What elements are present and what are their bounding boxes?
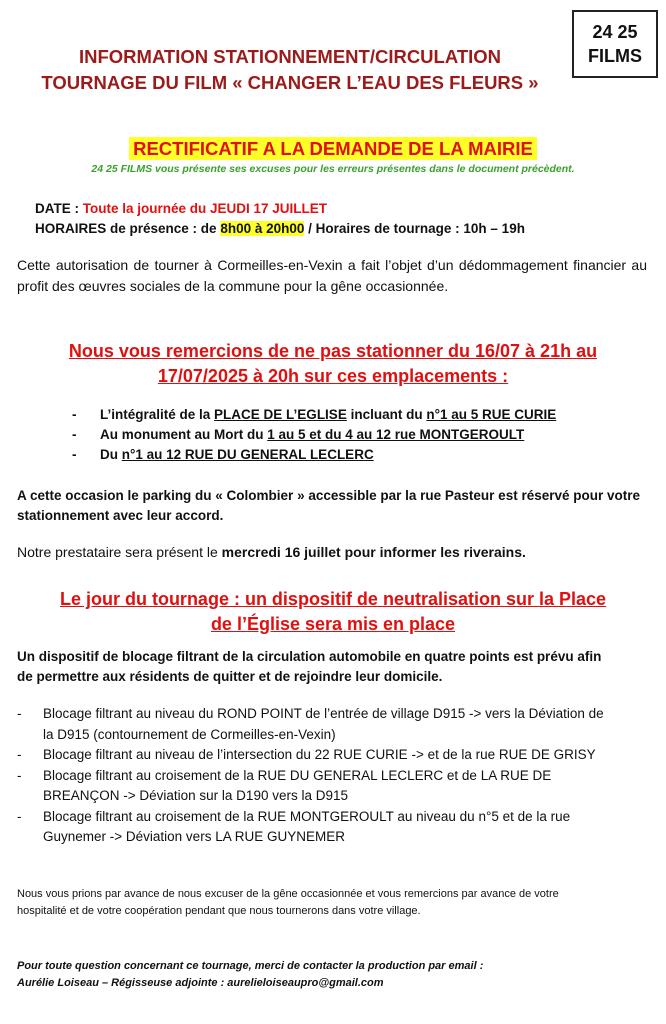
item-underlined: n°1 au 5 RUE CURIE bbox=[426, 407, 557, 422]
contact-line2: Aurélie Loiseau – Régisseuse adjointe : aurelieloiseaupro@gmail.com bbox=[17, 976, 384, 989]
rectificatif-banner bbox=[0, 137, 666, 161]
blocage-text: Blocage filtrant au niveau du ROND POINT de l’entrée de village D915 -> vers la Déviation de la D915 (contournement de Cormeilles-en-Vexin) bbox=[43, 706, 604, 742]
logo-line1: 24 25 bbox=[592, 22, 638, 42]
date-label: DATE : bbox=[35, 201, 83, 216]
contact-block bbox=[17, 958, 483, 991]
horaires-tournage: / Horaires de tournage : 10h – 19h bbox=[304, 221, 525, 236]
tournage-title-line2: de l’Église sera mis en place bbox=[210, 614, 456, 634]
parking-paragraph: A cette occasion le parking du « Colombier » accessible par la rue Pasteur est réservé pour votre stationnement avec leur accord. bbox=[17, 488, 640, 523]
blocage-text: Blocage filtrant au niveau de l’intersection du 22 RUE CURIE -> et de la rue RUE DE GRISY bbox=[43, 747, 596, 762]
stationnement-title-line2: 17/07/2025 à 20h sur ces emplacements : bbox=[157, 366, 509, 386]
item-underlined: PLACE DE L’EGLISE bbox=[214, 407, 347, 422]
horaires-line bbox=[35, 219, 525, 239]
item-underlined: 1 au 5 et du 4 au 12 rue MONTGEROULT bbox=[267, 427, 525, 442]
item-text: incluant du bbox=[346, 407, 427, 422]
list-item: - Du n°1 au 12 RUE DU GENERAL LECLERC bbox=[72, 447, 374, 462]
item-text: L’intégralité de la bbox=[100, 407, 215, 422]
tournage-title-line1: Le jour du tournage : un dispositif de neutralisation sur la Place bbox=[59, 589, 607, 609]
header-line1: INFORMATION STATIONNEMENT/CIRCULATION bbox=[78, 46, 502, 67]
blocage-text: Blocage filtrant au croisement de la RUE DU GENERAL LECLERC et de LA RUE DE BREANÇON -> Déviation sur la D190 vers la D915 bbox=[43, 767, 552, 803]
tournage-title bbox=[0, 587, 666, 637]
dispositif-paragraph: Un dispositif de blocage filtrant de la circulation automobile en quatre points est prévu afin de permettre aux résidents de quitter et de rejoindre leur domicile. bbox=[17, 649, 602, 684]
blocage-text: Blocage filtrant au croisement de la RUE MONTGEROULT au niveau du n°5 et de la rue Guynemer -> Déviation vers LA RUE GUYNEMER bbox=[43, 808, 571, 844]
rectificatif-text: RECTIFICATIF A LA DEMANDE DE LA MAIRIE bbox=[129, 137, 537, 160]
list-item: - Blocage filtrant au niveau du ROND POINT de l’entrée de village D915 -> vers la Déviation de la D915 (contournement de Cormeilles-en-Vexin) bbox=[17, 704, 617, 745]
date-block bbox=[35, 199, 525, 239]
horaires-label: HORAIRES de présence : de bbox=[35, 221, 221, 236]
item-text: Au monument au Mort du bbox=[100, 427, 268, 442]
autorisation-paragraph: Cette autorisation de tourner à Cormeilles-en-Vexin a fait l’objet d’un dédommagement financier au profit des œuvres sociales de la commune pour la gêne occasionnée. bbox=[17, 257, 647, 294]
logo-line2: FILMS bbox=[588, 46, 642, 66]
prestataire-paragraph bbox=[17, 542, 526, 562]
horaires-presence: 8h00 à 20h00 bbox=[220, 221, 305, 236]
emplacements-list bbox=[72, 405, 556, 465]
list-item: - Au monument au Mort du 1 au 5 et du 4 au 12 rue MONTGEROULT bbox=[72, 427, 525, 442]
header-line2: TOURNAGE DU FILM « CHANGER L’EAU DES FLEURS » bbox=[41, 72, 539, 93]
blocages-list bbox=[17, 704, 617, 848]
films-logo-box bbox=[572, 10, 658, 78]
item-underlined: n°1 au 12 RUE DU GENERAL LECLERC bbox=[121, 447, 374, 462]
remerciements-paragraph: Nous vous prions par avance de nous excuser de la gêne occasionnée et vous remercions par avance de votre hospitalité et de votre coopération pendant que nous tournerons dans votre village. bbox=[17, 888, 559, 917]
stationnement-title-line1: Nous vous remercions de ne pas stationner du 16/07 à 21h au bbox=[68, 341, 598, 361]
excuses-note: 24 25 FILMS vous présente ses excuses pour les erreurs présentes dans le document précèdent. bbox=[91, 163, 575, 175]
date-value: Toute la journée du JEUDI 17 JUILLET bbox=[82, 201, 328, 216]
prestataire-bold: mercredi 16 juillet pour informer les riverains. bbox=[221, 544, 526, 560]
date-line bbox=[35, 199, 525, 219]
list-item: - L’intégralité de la PLACE DE L’EGLISE incluant du n°1 au 5 RUE CURIE bbox=[72, 407, 557, 422]
list-item: - Blocage filtrant au croisement de la RUE MONTGEROULT au niveau du n°5 et de la rue Guynemer -> Déviation vers LA RUE GUYNEMER bbox=[17, 807, 617, 848]
item-text: Du bbox=[100, 447, 122, 462]
contact-line1: Pour toute question concernant ce tournage, merci de contacter la production par email : bbox=[17, 960, 484, 972]
stationnement-title bbox=[0, 339, 666, 389]
list-item: - Blocage filtrant au niveau de l’intersection du 22 RUE CURIE -> et de la rue RUE DE GRISY bbox=[17, 745, 617, 766]
document-header bbox=[0, 44, 580, 96]
list-item: - Blocage filtrant au croisement de la RUE DU GENERAL LECLERC et de LA RUE DE BREANÇON -> Déviation sur la D190 vers la D915 bbox=[17, 766, 617, 807]
prestataire-normal: Notre prestataire sera présent le bbox=[17, 544, 222, 560]
